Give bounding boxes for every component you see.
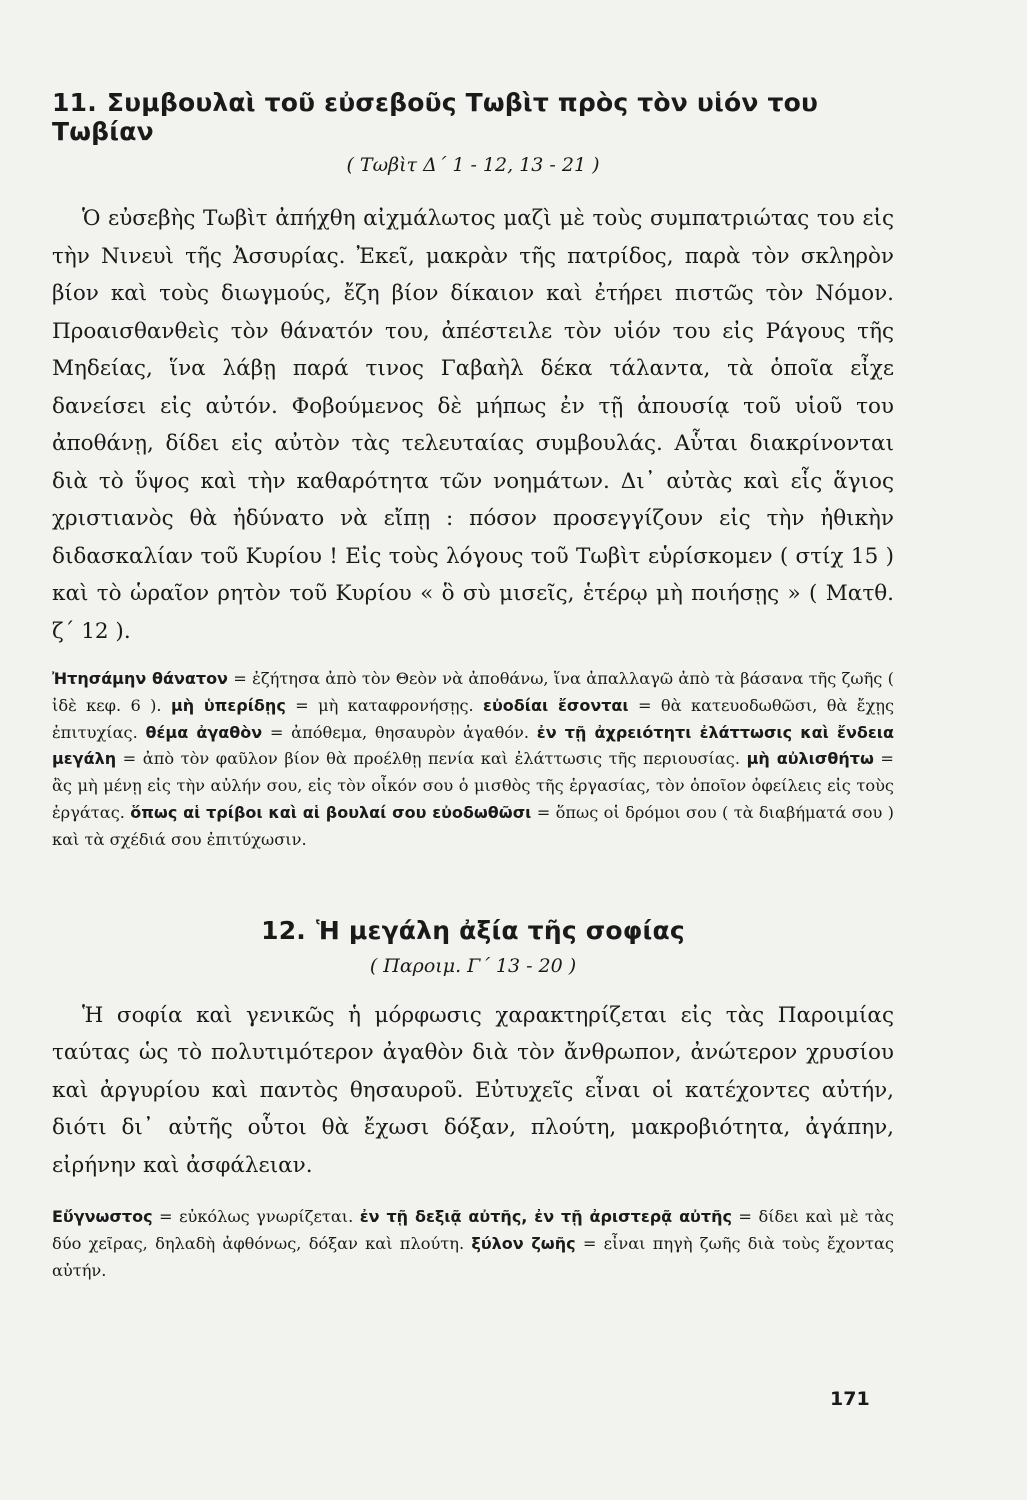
section-11-heading [52,88,894,146]
section-12-heading [52,916,894,945]
note-term: Εὔγνωστος [52,1207,153,1227]
note-definition: = εἶναι πηγὴ ζωῆς διὰ τοὺς ἔχοντας αὐτήν. [52,1233,894,1280]
section-11-notes [52,666,894,854]
note-definition: = μὴ καταφρονήσῃς. [285,695,484,715]
note-definition: = δίδει καὶ μὲ τὰς δύο χεῖρας, δηλαδὴ ἀφθόνως, δόξαν καὶ πλούτη. [52,1207,894,1253]
section-12-notes [52,1204,894,1284]
page-number: 171 [830,1388,870,1410]
note-definition: = ἀπὸ τὸν φαῦλον βίον θὰ προέλθῃ πενία καὶ ἐλάττωσις τῆς περιουσίας. [116,749,747,769]
section-11-reference: ( Τωβὶτ Δ΄ 1 - 12, 13 - 21 ) [346,154,600,176]
note-term: ξύλον ζωῆς [471,1233,576,1253]
note-definition: = ἀπόθεμα, θησαυρὸν ἀγαθόν. [262,722,537,742]
section-12-title: Ἡ μεγάλη ἀξία τῆς σοφίας [315,915,685,945]
note-term: θέμα ἀγαθὸν [145,722,263,742]
section-11-title: Συμβουλαὶ τοῦ εὐσεβοῦς Τωβὶτ πρὸς τὸν υἱόν του Τωβίαν [52,88,819,146]
section-12-reference: ( Παροιμ. Γ΄ 13 - 20 ) [369,954,577,977]
section-12-number: 12. [261,915,306,945]
note-term: ἐν τῇ δεξιᾷ αὐτῆς, ἐν τῇ ἀριστερᾷ αὐτῆς [359,1207,732,1227]
note-definition: = ἂς μὴ μένῃ εἰς τὴν αὐλήν σου, εἰς τὸν οἶκόν σου ὁ μισθὸς τῆς ἐργασίας, τὸν ὁποῖον ὀφείλεις εἰς τοὺς ἐργάτας. [52,749,894,822]
section-12-body: Ἡ σοφία καὶ γενικῶς ἡ μόρφωσις χαρακτηρίζεται εἰς τὰς Παροιμίας ταύτας ὡς τὸ πολυτιμότερον ἀγαθὸν διὰ τὸν ἄνθρωπον, ἀνώτερον χρυσίου καὶ ἀργυρίου καὶ παντὸς θησαυροῦ. Εὐτυχεῖς εἶναι οἱ κατέχοντες αὐτήν, διότι δι᾽ αὐτῆς οὗτοι θὰ ἔχωσι δόξαν, πλούτη, μακροβιότητα, ἀγάπην, εἰρήνην καὶ ἀσφάλειαν. [52,1002,894,1178]
note-term: Ἠτησάμην θάνατον [52,669,228,688]
section-11-number: 11. [52,88,97,117]
note-term: μὴ ὑπερίδῃς [170,695,286,715]
note-term: ἐν τῇ ἀχρειότητι ἐλάττωσις καὶ ἔνδεια μεγάλη [52,722,894,769]
note-definition: = θὰ κατευοδωθῶσι, θὰ ἔχῃς ἐπιτυχίας. [52,695,895,742]
note-definition: = ὅπως οἱ δρόμοι σου ( τὰ διαβήματά σου ) καὶ τὰ σχέδιά σου ἐπιτύχωσιν. [52,802,894,849]
note-term: ὅπως αἱ τρίβοι καὶ αἱ βουλαί σου εὐοδωθῶσι [130,802,532,822]
note-term: μὴ αὐλισθήτω [746,749,874,769]
note-definition: = ἐζήτησα ἀπὸ τὸν Θεὸν νὰ ἀποθάνω, ἵνα ἀπαλλαγῶ ἀπὸ τὰ βάσανα τῆς ζωῆς ( ἰδὲ κεφ. 6 ). [52,669,894,715]
section-11-body: Ὁ εὐσεβὴς Τωβὶτ ἀπήχθη αἰχμάλωτος μαζὶ μὲ τοὺς συμπατριώτας του εἰς τὴν Νινευὶ τῆς Ἀσσυρίας. Ἐκεῖ, μακρὰν τῆς πατρίδος, παρὰ τὸν σκληρὸν βίον καὶ τοὺς διωγμούς, ἔζη βίον δίκαιον καὶ ἐτήρει πιστῶς τὸν Νόμον. Προαισθανθεὶς τὸν θάνατόν του, ἀπέστειλε τὸν υἱόν του εἰς Ράγους τῆς Μηδείας, ἵνα λάβῃ παρά τινος Γαβαὴλ δέκα τάλαντα, τὰ ὁποῖα εἶχε δανείσει εἰς αὐτόν. Φοβούμενος δὲ μήπως ἐν τῇ ἀπουσίᾳ τοῦ υἱοῦ του ἀποθάνῃ, δίδει εἰς αὐτὸν τὰς τελευταίας συμβουλάς. Αὗται διακρίνονται διὰ τὸ ὕψος καὶ τὴν καθαρότητα τῶν νοημάτων. Δι᾽ αὐτὰς καὶ εἷς ἅγιος χριστιανὸς θὰ ἠδύνατο νὰ εἴπῃ : πόσον προσεγγίζουν εἰς τὴν ἠθικὴν διδασκαλίαν τοῦ Κυρίου ! Εἰς τοὺς λόγους τοῦ Τωβὶτ εὑρίσκομεν ( στίχ 15 ) καὶ τὸ ὡραῖον ρητὸν τοῦ Κυρίου « ὃ σὺ μισεῖς, ἑτέρῳ μὴ ποιήσῃς » ( Ματθ. ζ΄ 12 ). [52,206,894,644]
book-page [52,88,894,1284]
note-definition: = εὐκόλως γνωρίζεται. [152,1207,360,1227]
note-term: εὐοδίαι ἔσονται [483,695,629,715]
